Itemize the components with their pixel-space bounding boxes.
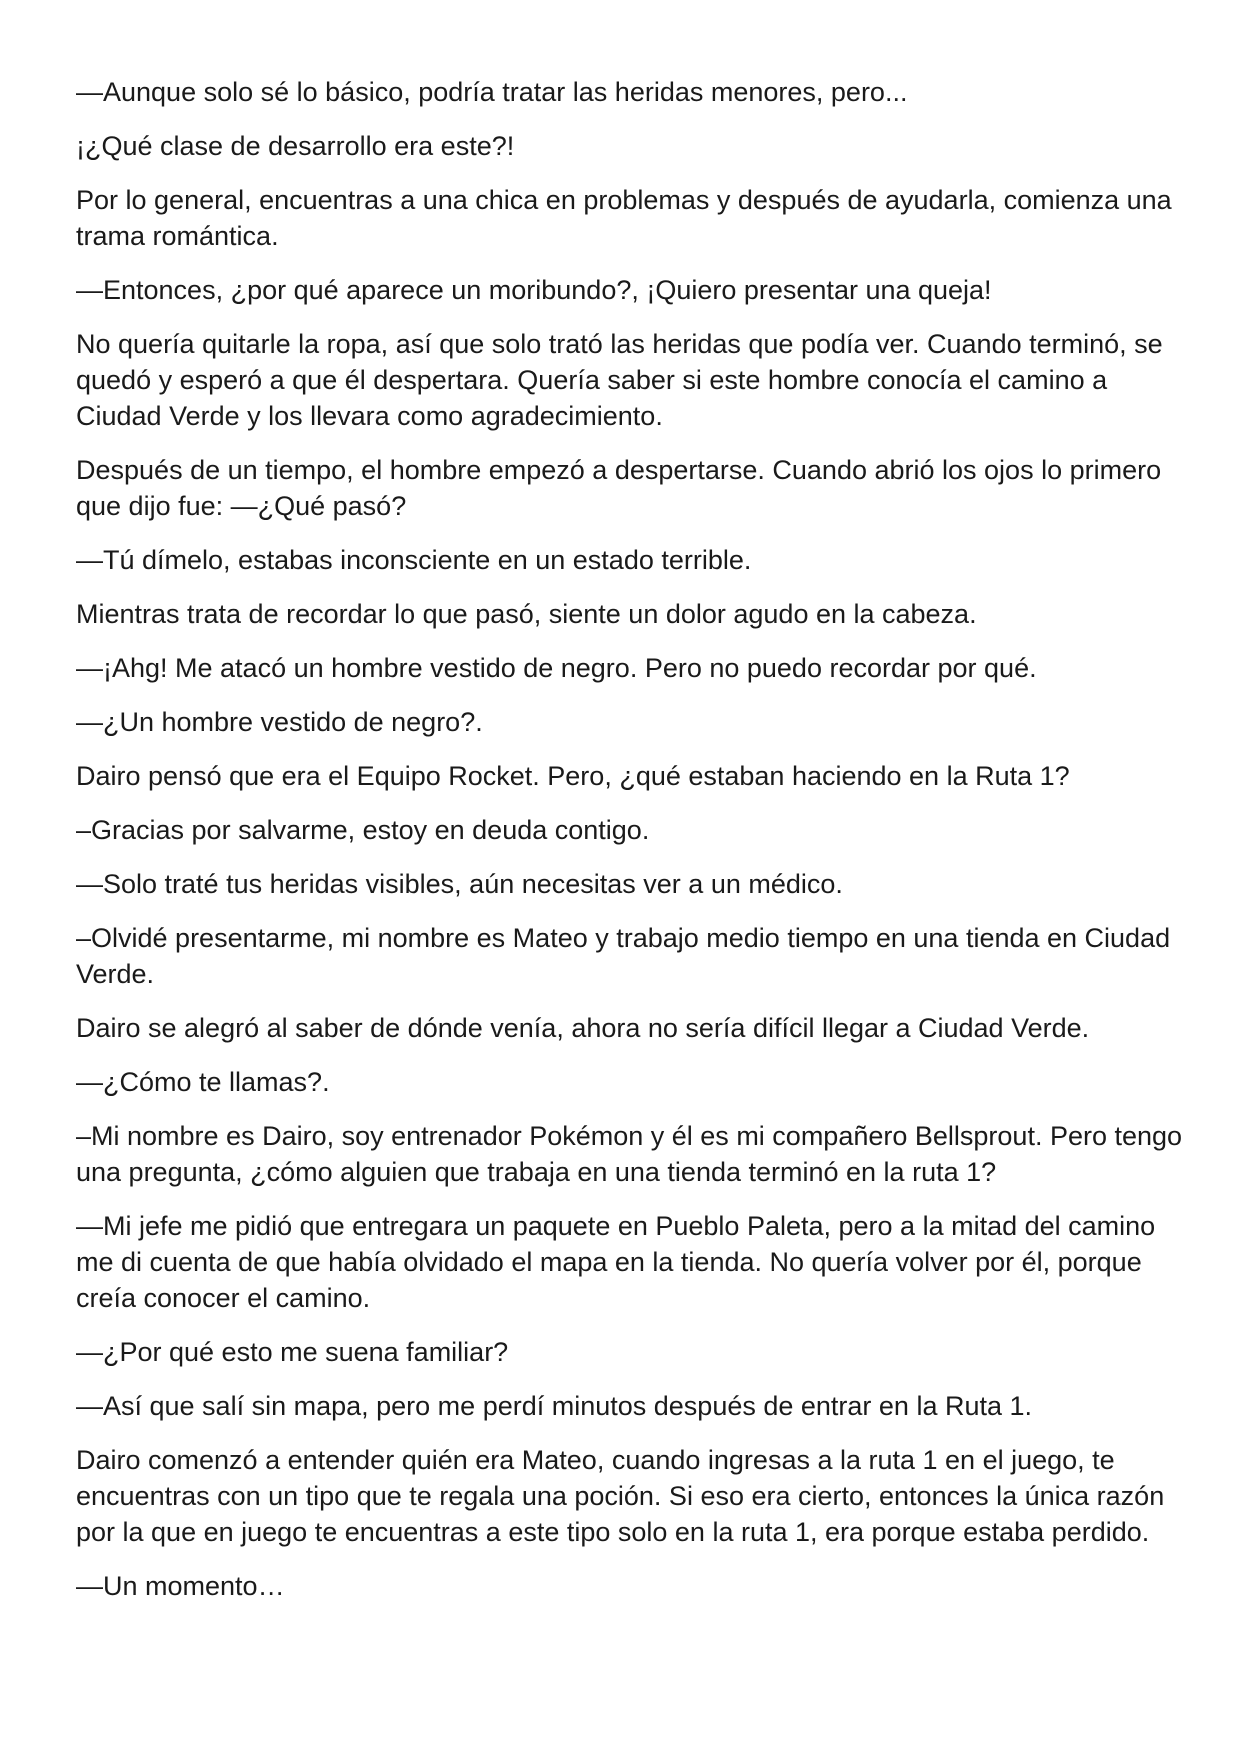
- paragraph: —Tú dímelo, estabas inconsciente en un estado terrible.: [76, 545, 752, 575]
- document-page: [76, 74, 1186, 1622]
- paragraph: Mientras trata de recordar lo que pasó, siente un dolor agudo en la cabeza.: [76, 599, 977, 629]
- paragraph: No quería quitarle la ropa, así que solo trató las heridas que podía ver. Cuando terminó, se quedó y esperó a que él despertara. Quería saber si este hombre conocía el camino a Ciudad Verde y los llevara como agradecimiento.: [76, 329, 1163, 431]
- paragraph: –Mi nombre es Dairo, soy entrenador Pokémon y él es mi compañero Bellsprout. Pero tengo una pregunta, ¿cómo alguien que trabaja en una tienda terminó en la ruta 1?: [76, 1121, 1183, 1187]
- paragraph: —Solo traté tus heridas visibles, aún necesitas ver a un médico.: [76, 869, 843, 899]
- paragraph: Después de un tiempo, el hombre empezó a despertarse. Cuando abrió los ojos lo primero que dijo fue: —¿Qué pasó?: [76, 455, 1162, 521]
- paragraph: —¿Por qué esto me suena familiar?: [76, 1337, 509, 1367]
- paragraph: –Gracias por salvarme, estoy en deuda contigo.: [76, 815, 650, 845]
- paragraph: Por lo general, encuentras a una chica en problemas y después de ayudarla, comienza una trama romántica.: [76, 185, 1172, 251]
- paragraph: —¿Un hombre vestido de negro?.: [76, 707, 483, 737]
- paragraph: —Mi jefe me pidió que entregara un paquete en Pueblo Paleta, pero a la mitad del camino me di cuenta de que había olvidado el mapa en la tienda. No quería volver por él, porque creía conocer el camino.: [76, 1211, 1156, 1313]
- paragraph: –Olvidé presentarme, mi nombre es Mateo y trabajo medio tiempo en una tienda en Ciudad Verde.: [76, 923, 1171, 989]
- paragraph: Dairo pensó que era el Equipo Rocket. Pero, ¿qué estaban haciendo en la Ruta 1?: [76, 761, 1070, 791]
- paragraph: ¡¿Qué clase de desarrollo era este?!: [76, 131, 515, 161]
- paragraph: Dairo se alegró al saber de dónde venía, ahora no sería difícil llegar a Ciudad Verde.: [76, 1013, 1090, 1043]
- paragraph: —Aunque solo sé lo básico, podría tratar las heridas menores, pero...: [76, 77, 908, 107]
- paragraph: —Así que salí sin mapa, pero me perdí minutos después de entrar en la Ruta 1.: [76, 1391, 1033, 1421]
- paragraph: —¿Cómo te llamas?.: [76, 1067, 330, 1097]
- paragraph: —¡Ahg! Me atacó un hombre vestido de negro. Pero no puedo recordar por qué.: [76, 653, 1037, 683]
- paragraph: —Un momento…: [76, 1571, 285, 1601]
- paragraph: Dairo comenzó a entender quién era Mateo, cuando ingresas a la ruta 1 en el juego, te encuentras con un tipo que te regala una poción. Si eso era cierto, entonces la única razón por la que en juego te encuentras a este tipo solo en la ruta 1, era porque estaba perdido.: [76, 1445, 1165, 1547]
- paragraph: —Entonces, ¿por qué aparece un moribundo?, ¡Quiero presentar una queja!: [76, 275, 992, 305]
